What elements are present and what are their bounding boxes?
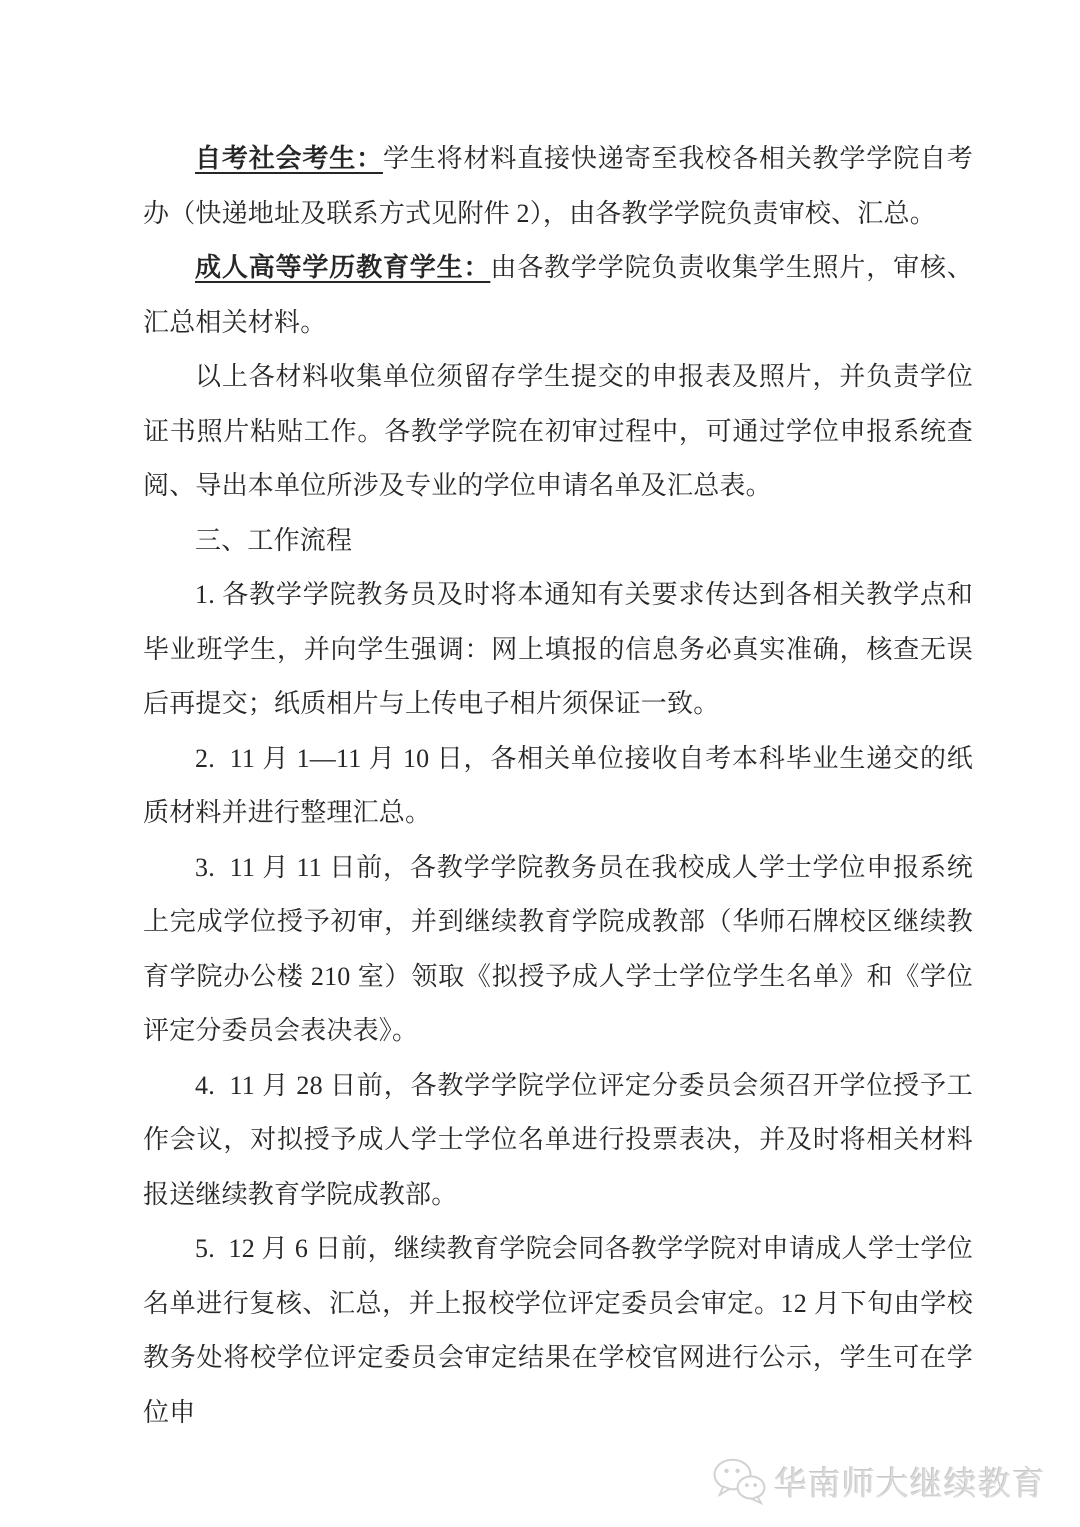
workflow-step-4: 4. 11 月 28 日前，各教学学院学位评定分委员会须召开学位授予工作会议，对拟授予成人学士学位名单进行投票表决，并及时将相关材料报送继续教育学院成教部。: [143, 1070, 973, 1209]
paragraph-adult-education-students: [143, 241, 973, 350]
paragraph-self-taught-candidates: [143, 132, 973, 241]
workflow-step-5: 5. 12 月 6 日前，继续教育学院会同各教学学院对申请成人学士学位名单进行复核、汇总，并上报校学位评定委员会审定。12 月下旬由学校教务处将校学位评定委员会审定结果在学校官网进行公示，学生可在学位申: [143, 1234, 973, 1427]
workflow-step-1: 1. 各教学学院教务员及时将本通知有关要求传达到各相关教学点和毕业班学生，并向学生强调：网上填报的信息务必真实准确，核查无误后再提交；纸质相片与上传电子相片须保证一致。: [143, 580, 973, 718]
paragraph-lead: 成人高等学历教育学生：: [195, 253, 491, 282]
paragraph-text: 由各教学学院负责收集学生照片，审核、汇总相关材料。: [143, 253, 974, 337]
workflow-step-2: 2. 11 月 1—11 月 10 日，各相关单位接收自考本科毕业生递交的纸质材料并进行整理汇总。: [143, 743, 973, 827]
watermark: [711, 1457, 1046, 1505]
paragraph-materials-collection: 以上各材料收集单位须留存学生提交的申报表及照片，并负责学位证书照片粘贴工作。各教学学院在初审过程中，可通过学位申报系统查阅、导出本单位所涉及专业的学位申请名单及汇总表。: [143, 362, 973, 500]
paragraph-text: 学生将材料直接快递寄至我校各相关教学学院自考办（快递地址及联系方式见附件 2），由各教学学院负责审校、汇总。: [143, 144, 973, 228]
wechat-logo-icon: [711, 1457, 767, 1505]
workflow-step-3: 3. 11 月 11 日前，各教学学院教务员在我校成人学士学位申报系统上完成学位授予初审，并到继续教育学院成教部（华师石牌校区继续教育学院办公楼 210 室）领取《拟授予成人学士学位学生名单》和《学位评定分委员会表决表》。: [143, 852, 973, 1045]
watermark-text: 华南师大继续教育: [774, 1466, 1046, 1503]
section-heading-workflow: 三、工作流程: [195, 525, 353, 555]
paragraph-lead: 自考社会考生：: [195, 144, 383, 173]
document-body: [143, 132, 973, 1440]
